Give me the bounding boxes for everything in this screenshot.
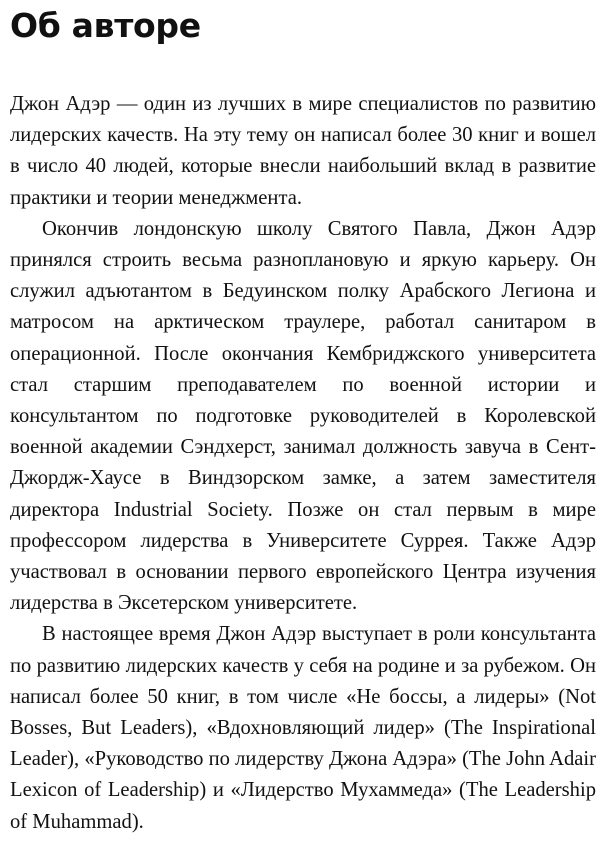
- paragraph-career: Окончив лондонскую школу Святого Павла, Джон Адэр принялся строить весьма разноплановую и яркую карьеру. Он служил адъютантом в Бедуинском полку Арабского Легиона и матросом на арктическом траулере, работал санитаром в операционной. После окончания Кембриджского университета стал старшим преподавателем по военной истории и консультантом по подготовке руководителей в Королевской военной академии Сэндхерст, занимал должность завуча в Сент-Джордж-Хаусе в Виндзорском замке, а затем заместителя директора Industrial Society. Позже он стал первым в мире профессором лидерства в Университете Суррея. Также Адэр участвовал в основании первого европейского Центра изучения лидерства в Эксетерском университете.: [10, 217, 596, 615]
- paragraph-present: В настоящее время Джон Адэр выступает в роли консультанта по развитию лидерских качеств у себя на родине и за рубежом. Он написал более 50 книг, в том числе «Не боссы, а лидеры» (Not Bosses, But Leaders), «Вдохновляющий лидер» (The Inspirational Leader), «Руководство по лидерству Джона Адэра» (The John Adair Lexicon of Leadership) и «Лидерство Мухаммеда» (The Leadership of Muhammad).: [10, 623, 596, 833]
- paragraph-intro: Джон Адэр — один из лучших в мире специалистов по развитию лидерских качеств. На эту тему он написал более 30 книг и вошел в число 40 людей, которые внесли наибольший вклад в развитие практики и теории менеджмента.: [10, 93, 596, 209]
- article-body: [10, 89, 596, 838]
- section-title: Об авторе: [10, 6, 201, 45]
- page: [10, 0, 596, 838]
